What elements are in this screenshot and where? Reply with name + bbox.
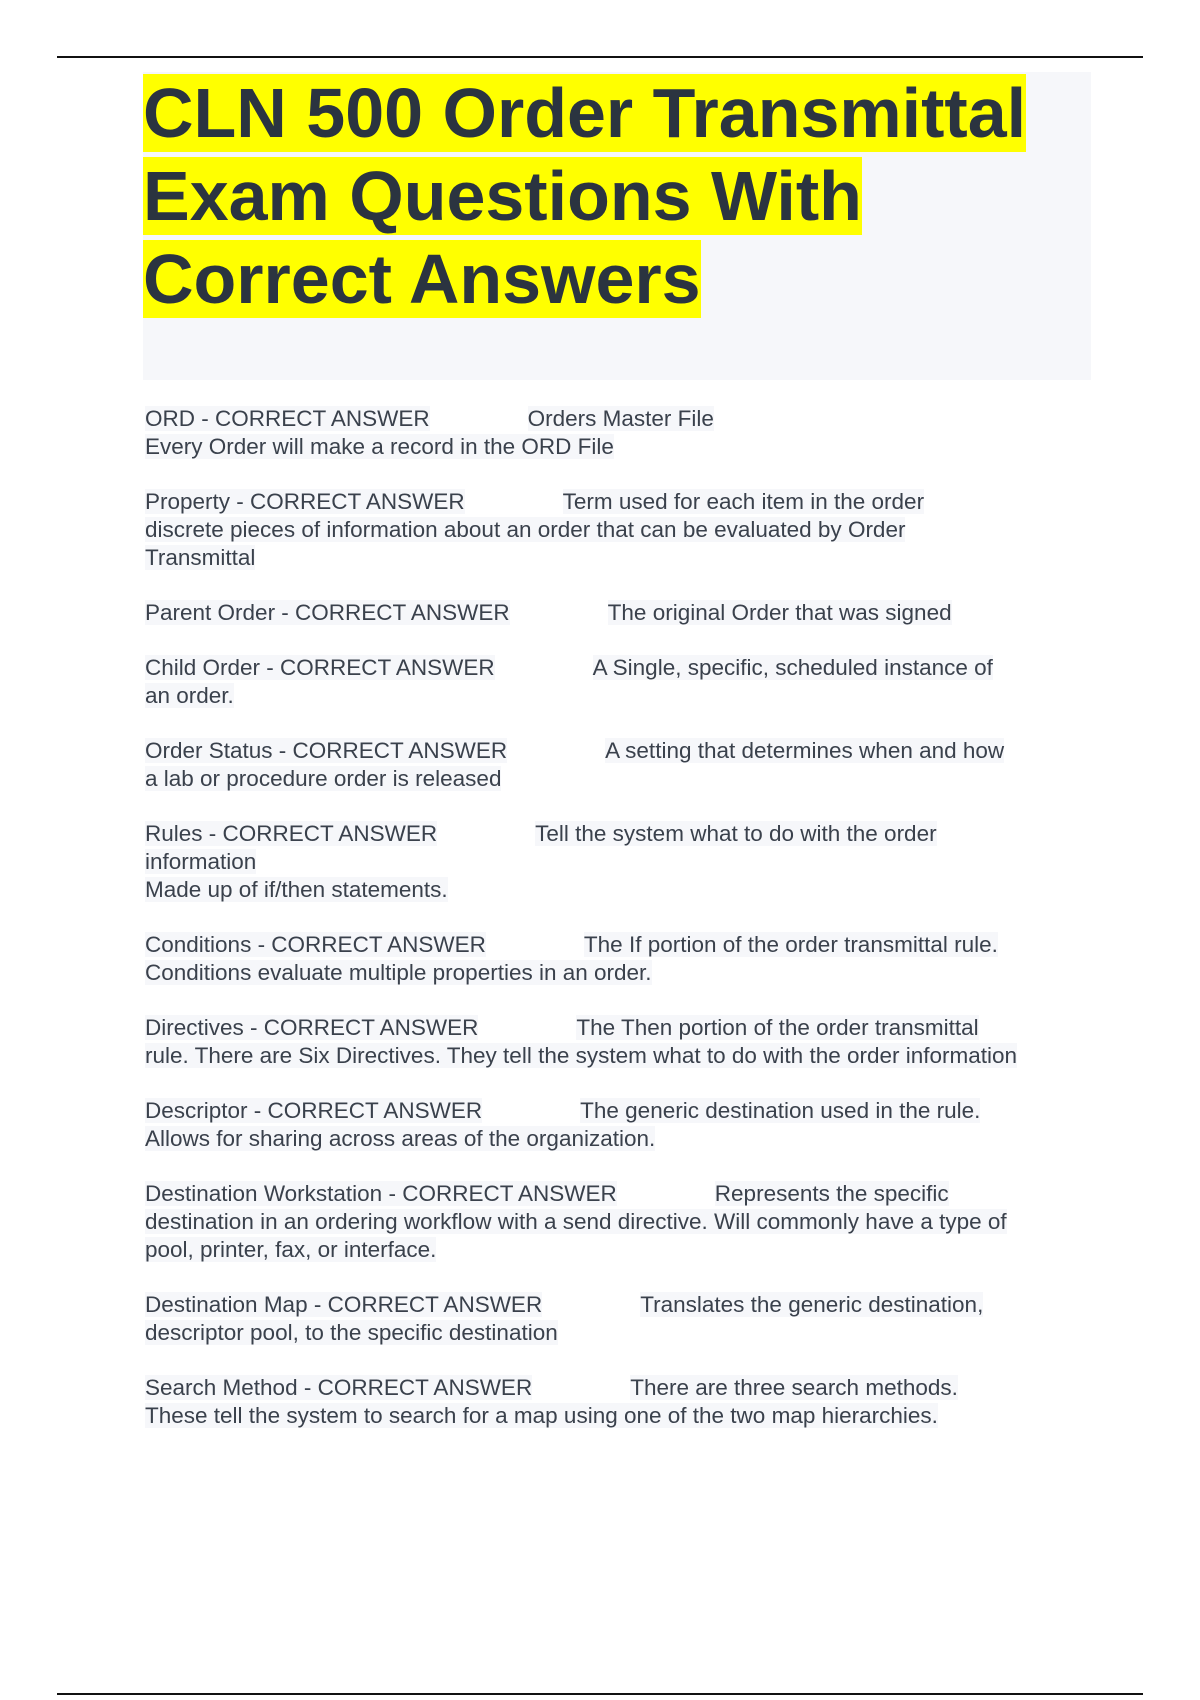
qa-term: Parent Order - CORRECT ANSWER: [145, 600, 510, 625]
qa-answer-line: Term used for each item in the order: [562, 489, 925, 514]
qa-answer-line: Represents the specific: [714, 1181, 949, 1206]
qa-entry: [145, 1097, 1091, 1153]
qa-answer-line: Tell the system what to do with the order: [535, 821, 937, 846]
qa-answer-line: a lab or procedure order is released: [145, 766, 502, 791]
qa-answer-line: The generic destination used in the rule.: [580, 1098, 981, 1123]
qa-entry: [145, 1014, 1091, 1070]
top-rule: [57, 56, 1143, 58]
qa-term: Directives - CORRECT ANSWER: [145, 1015, 479, 1040]
qa-entry: [145, 737, 1091, 793]
qa-answer-line: descriptor pool, to the specific destination: [145, 1320, 558, 1345]
qa-term: Descriptor - CORRECT ANSWER: [145, 1098, 483, 1123]
qa-answer-line: There are three search methods.: [630, 1375, 958, 1400]
page-title: [143, 72, 1091, 321]
qa-answer-line: destination in an ordering workflow with a send directive. Will commonly have a type of: [145, 1209, 1007, 1234]
qa-answer-line: A Single, specific, scheduled instance of: [592, 655, 993, 680]
title-line-1: CLN 500 Order Transmittal: [143, 74, 1027, 152]
qa-answer-line: Conditions evaluate multiple properties in an order.: [145, 960, 652, 985]
qa-answer-row: [145, 1402, 1091, 1430]
title-line-2: Exam Questions With: [143, 157, 862, 235]
qa-entry: [145, 405, 1091, 461]
qa-term: Child Order - CORRECT ANSWER: [145, 655, 495, 680]
qa-term: Rules - CORRECT ANSWER: [145, 821, 438, 846]
qa-answer-row: [145, 682, 1091, 710]
qa-term: Search Method - CORRECT ANSWER: [145, 1375, 533, 1400]
title-line-3: Correct Answers: [143, 240, 701, 318]
qa-answer-line: The Then portion of the order transmittal: [576, 1015, 979, 1040]
qa-answer-row: [145, 848, 1091, 876]
qa-answer-line: information: [145, 849, 257, 874]
qa-term: Conditions - CORRECT ANSWER: [145, 932, 486, 957]
qa-answer-line: rule. There are Six Directives. They tell the system what to do with the order information: [145, 1043, 1018, 1068]
qa-entry: [145, 1291, 1091, 1347]
title-block: [143, 72, 1091, 380]
qa-answer-line: A setting that determines when and how: [605, 738, 1005, 763]
qa-answer-row: [145, 1125, 1091, 1153]
qa-answer-line: Orders Master File: [527, 406, 714, 431]
qa-term: Destination Map - CORRECT ANSWER: [145, 1292, 543, 1317]
qa-entry: [145, 1374, 1091, 1430]
qa-term: Destination Workstation - CORRECT ANSWER: [145, 1181, 617, 1206]
qa-entry: [145, 654, 1091, 710]
qa-answer-line: Allows for sharing across areas of the organization.: [145, 1126, 656, 1151]
qa-term: Order Status - CORRECT ANSWER: [145, 738, 508, 763]
qa-answer-line: Every Order will make a record in the ORD File: [145, 434, 614, 459]
qa-answer-row: [145, 1319, 1091, 1347]
qa-answer-line: These tell the system to search for a map using one of the two map hierarchies.: [145, 1403, 938, 1428]
qa-entry: [145, 820, 1091, 904]
qa-term: ORD - CORRECT ANSWER: [145, 406, 430, 431]
qa-answer-line: The original Order that was signed: [607, 600, 952, 625]
qa-answer-row: [145, 765, 1091, 793]
qa-entry: [145, 931, 1091, 987]
bottom-rule: [57, 1693, 1143, 1695]
qa-answer-line: Made up of if/then statements.: [145, 877, 448, 902]
qa-answer-line: discrete pieces of information about an order that can be evaluated by Order: [145, 517, 906, 542]
qa-answer-line: Translates the generic destination,: [640, 1292, 984, 1317]
qa-answer-line: pool, printer, fax, or interface.: [145, 1237, 437, 1262]
qa-answer-row: [145, 433, 1091, 461]
qa-answer-row: [145, 959, 1091, 987]
qa-answer-row: [145, 1042, 1091, 1070]
qa-entry: [145, 488, 1091, 572]
qa-term: Property - CORRECT ANSWER: [145, 489, 465, 514]
qa-answer-row: [145, 1236, 1091, 1264]
qa-answer-row: [145, 876, 1091, 904]
qa-answer-line: Transmittal: [145, 545, 256, 570]
qa-answer-row: [145, 516, 1091, 544]
qa-list: [145, 405, 1091, 1457]
qa-answer-row: [145, 544, 1091, 572]
qa-answer-line: The If portion of the order transmittal rule.: [583, 932, 998, 957]
qa-entry: [145, 599, 1091, 627]
qa-answer-line: an order.: [145, 683, 234, 708]
qa-entry: [145, 1180, 1091, 1264]
qa-answer-row: [145, 1208, 1091, 1236]
